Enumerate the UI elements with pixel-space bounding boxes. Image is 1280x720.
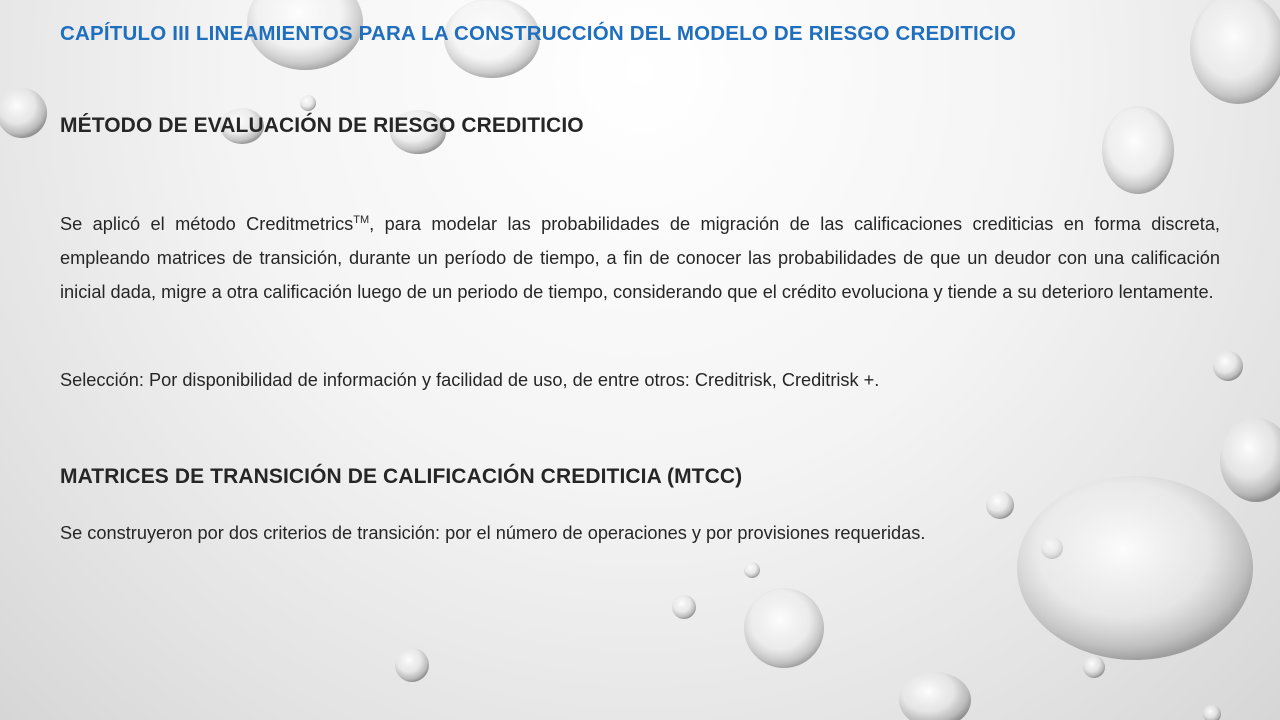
paragraph-creditmetrics	[60, 207, 1220, 309]
chapter-title: CAPÍTULO III LINEAMIENTOS PARA LA CONSTRUCCIÓN DEL MODELO DE RIESGO CREDITICIO	[60, 22, 1016, 45]
paragraph-creditmetrics-start: Se aplicó el método Creditmetrics	[60, 214, 354, 234]
paragraph-creditmetrics-end: , para modelar las probabilidades de migración de las calificaciones crediticias en forma discreta, empleando matrices de transición, durante un período de tiempo, a fin de conocer las probabilidades de que un deudor con una calificación inicial dada, migre a otra calificación luego de un periodo de tiempo, considerando que el crédito evoluciona y tiende a su deterioro lentamente.	[60, 214, 1220, 302]
paragraph-transition-criteria: Se construyeron por dos criterios de transición: por el número de operaciones y por provisiones requeridas.	[60, 523, 926, 543]
section-heading-evaluation-method: MÉTODO DE EVALUACIÓN DE RIESGO CREDITICIO	[60, 114, 584, 137]
paragraph-selection: Selección: Por disponibilidad de información y facilidad de uso, de entre otros: Creditrisk, Creditrisk +.	[60, 370, 880, 390]
trademark-superscript: TM	[353, 214, 370, 226]
section-heading-transition-matrices: MATRICES DE TRANSICIÓN DE CALIFICACIÓN CREDITICIA (MTCC)	[60, 465, 743, 488]
